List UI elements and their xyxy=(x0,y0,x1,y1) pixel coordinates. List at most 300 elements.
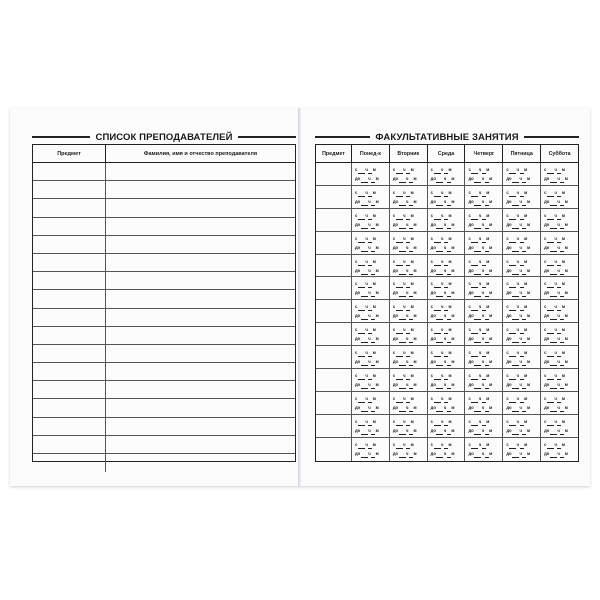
minutes-label: м xyxy=(561,212,566,218)
time-slot xyxy=(541,277,578,300)
minutes-label: м xyxy=(372,189,376,195)
time-line xyxy=(431,266,463,275)
time-slot xyxy=(428,369,465,392)
time-line xyxy=(506,394,538,403)
time-line xyxy=(393,302,425,311)
hours-label: ч xyxy=(403,189,406,195)
minutes-label: м xyxy=(375,404,379,410)
fill-in-line xyxy=(550,406,557,412)
minutes-label: м xyxy=(410,212,414,218)
time-line xyxy=(393,188,425,197)
hours-label: ч xyxy=(481,267,485,273)
minutes-label: м xyxy=(413,382,417,388)
time-slot xyxy=(428,323,465,346)
teachers-title-bar xyxy=(32,130,296,144)
time-slot xyxy=(390,209,427,232)
fill-in-line xyxy=(361,291,368,297)
to-label: до xyxy=(468,221,474,227)
fill-in-line xyxy=(399,429,406,435)
hours-label: ч xyxy=(478,441,482,447)
electives-table-body xyxy=(316,163,578,461)
teacher-name-cell xyxy=(106,399,295,416)
time-slot xyxy=(390,392,427,415)
time-line xyxy=(431,279,463,288)
to-label: до xyxy=(355,244,361,250)
time-slot xyxy=(428,163,465,186)
hours-label: ч xyxy=(516,212,520,218)
to-label: до xyxy=(468,359,474,365)
fill-in-line xyxy=(447,406,451,412)
to-label: до xyxy=(468,382,474,388)
minutes-label: м xyxy=(410,235,414,241)
time-line xyxy=(468,449,500,458)
fill-in-line xyxy=(436,269,443,275)
minutes-label: м xyxy=(524,189,528,195)
fill-in-line xyxy=(436,406,443,412)
time-line xyxy=(544,288,576,297)
fill-in-line xyxy=(550,337,557,343)
hours-label: ч xyxy=(481,313,485,319)
time-slot xyxy=(465,232,502,255)
fill-in-line xyxy=(399,200,406,206)
to-label: до xyxy=(430,404,436,410)
table-row xyxy=(33,363,295,381)
table-row xyxy=(33,163,295,181)
time-line xyxy=(431,197,463,206)
time-line xyxy=(544,371,576,380)
fill-in-line xyxy=(447,337,451,343)
fill-in-line xyxy=(436,223,443,229)
time-slot xyxy=(541,300,578,323)
time-line xyxy=(431,371,463,380)
hours-label: ч xyxy=(441,304,444,310)
subject-cell xyxy=(33,454,106,472)
to-label: до xyxy=(544,336,550,342)
hours-label: ч xyxy=(478,418,482,424)
hours-label: ч xyxy=(441,235,444,241)
minutes-label: м xyxy=(526,267,531,273)
hours-label: ч xyxy=(406,313,409,319)
minutes-label: м xyxy=(486,373,490,379)
fill-in-line xyxy=(409,291,413,297)
time-slot xyxy=(503,209,540,232)
minutes-label: м xyxy=(451,382,455,388)
teachers-table-header xyxy=(33,145,295,163)
from-label: с xyxy=(506,189,509,195)
to-label: до xyxy=(355,198,361,204)
subject-cell xyxy=(316,209,351,232)
hours-label: ч xyxy=(365,212,368,218)
hours-label: ч xyxy=(368,336,371,342)
to-label: до xyxy=(430,198,436,204)
from-label: с xyxy=(430,350,433,356)
table-row xyxy=(33,418,295,436)
hours-label: ч xyxy=(441,395,444,401)
time-line xyxy=(393,220,425,229)
fill-in-line xyxy=(485,291,489,297)
hours-label: ч xyxy=(519,336,522,342)
minutes-label: м xyxy=(448,235,452,241)
hours-label: ч xyxy=(557,450,560,456)
fill-in-line xyxy=(361,406,368,412)
from-label: с xyxy=(506,281,509,287)
minutes-label: м xyxy=(375,359,379,365)
electives-title: ФАКУЛЬТАТИВНЫЕ ЗАНЯТИЯ xyxy=(375,131,519,143)
minutes-label: м xyxy=(448,167,452,172)
fill-in-line xyxy=(371,177,375,183)
to-label: до xyxy=(506,404,512,410)
fill-in-line xyxy=(447,452,451,458)
hours-label: ч xyxy=(406,244,409,250)
time-slot xyxy=(428,232,465,255)
minutes-label: м xyxy=(526,198,531,204)
time-line xyxy=(544,440,576,449)
minutes-label: м xyxy=(561,235,566,241)
minutes-label: м xyxy=(410,327,414,333)
fill-in-line xyxy=(399,177,406,183)
fill-in-line xyxy=(371,291,375,297)
hours-label: ч xyxy=(443,336,447,342)
time-line xyxy=(544,311,576,320)
minutes-label: м xyxy=(410,258,414,264)
time-slot xyxy=(503,346,540,369)
minutes-label: м xyxy=(375,313,379,319)
fill-in-line xyxy=(409,269,413,275)
minutes-label: м xyxy=(486,235,490,241)
hours-label: ч xyxy=(441,441,444,447)
time-slot xyxy=(352,277,389,300)
fill-in-line xyxy=(361,429,368,435)
minutes-label: м xyxy=(489,450,493,456)
time-line xyxy=(431,211,463,220)
time-slot xyxy=(352,346,389,369)
from-label: с xyxy=(355,167,358,172)
day-column xyxy=(428,163,466,461)
time-line xyxy=(468,394,500,403)
time-slot xyxy=(465,163,502,186)
hours-label: ч xyxy=(403,212,406,218)
minutes-label: м xyxy=(489,267,493,273)
minutes-label: м xyxy=(451,404,455,410)
fill-in-line xyxy=(361,177,368,183)
hours-label: ч xyxy=(519,382,522,388)
time-line xyxy=(355,288,387,297)
subject-cell xyxy=(33,309,106,326)
hours-label: ч xyxy=(443,176,447,181)
hours-label: ч xyxy=(516,304,520,310)
hours-label: ч xyxy=(443,290,447,296)
from-label: с xyxy=(544,167,547,172)
fill-in-line xyxy=(550,429,557,435)
minutes-label: м xyxy=(489,427,493,433)
time-line xyxy=(431,357,463,366)
time-line xyxy=(355,449,387,458)
time-line xyxy=(393,311,425,320)
from-label: с xyxy=(355,350,358,356)
hours-label: ч xyxy=(481,176,485,181)
time-line xyxy=(393,449,425,458)
hours-label: ч xyxy=(403,373,406,379)
to-label: до xyxy=(392,198,399,204)
hours-label: ч xyxy=(443,198,447,204)
fill-in-line xyxy=(550,269,557,275)
hours-label: ч xyxy=(481,382,485,388)
to-label: до xyxy=(506,382,512,388)
hours-label: ч xyxy=(478,212,482,218)
to-label: до xyxy=(430,313,436,319)
from-label: с xyxy=(544,395,547,401)
fill-in-line xyxy=(560,177,564,183)
minutes-label: м xyxy=(448,327,452,333)
hours-label: ч xyxy=(519,290,522,296)
fill-in-line xyxy=(447,177,451,183)
from-label: с xyxy=(544,212,547,218)
fill-in-line xyxy=(361,452,368,458)
subject-cell xyxy=(316,323,351,346)
hours-label: ч xyxy=(481,198,485,204)
fill-in-line xyxy=(485,269,489,275)
hours-label: ч xyxy=(557,267,560,273)
time-slot xyxy=(465,323,502,346)
fill-in-line xyxy=(399,452,406,458)
fill-in-line xyxy=(485,246,489,252)
fill-in-line xyxy=(512,291,519,297)
time-line xyxy=(431,449,463,458)
fill-in-line xyxy=(560,291,564,297)
time-line xyxy=(544,394,576,403)
hours-label: ч xyxy=(406,450,409,456)
fill-in-line xyxy=(409,406,413,412)
time-line xyxy=(355,266,387,275)
hours-label: ч xyxy=(478,189,482,195)
time-line xyxy=(393,371,425,380)
hours-label: ч xyxy=(554,304,557,310)
to-label: до xyxy=(506,313,512,319)
from-label: с xyxy=(430,395,433,401)
hours-label: ч xyxy=(478,167,482,172)
hours-label: ч xyxy=(481,221,485,227)
left-page xyxy=(10,108,299,486)
fill-in-line xyxy=(371,223,375,229)
minutes-label: м xyxy=(375,336,379,342)
title-rule-left xyxy=(32,136,90,138)
fill-in-line xyxy=(409,360,413,366)
time-line xyxy=(355,302,387,311)
minutes-label: м xyxy=(526,382,531,388)
time-slot xyxy=(428,438,465,461)
to-label: до xyxy=(544,176,550,181)
minutes-label: м xyxy=(561,167,566,172)
time-line xyxy=(468,357,500,366)
time-line xyxy=(468,334,500,343)
hours-label: ч xyxy=(368,450,371,456)
fill-in-line xyxy=(485,200,489,206)
fill-in-line xyxy=(409,337,413,343)
time-line xyxy=(468,380,500,389)
subject-cell xyxy=(316,277,351,300)
from-label: с xyxy=(468,350,471,356)
table-row xyxy=(33,309,295,327)
to-label: до xyxy=(544,267,550,273)
hours-label: ч xyxy=(365,235,368,241)
fill-in-line xyxy=(522,177,526,183)
fill-in-line xyxy=(474,223,481,229)
to-label: до xyxy=(430,244,436,250)
hours-label: ч xyxy=(516,350,520,356)
subject-cell xyxy=(316,438,351,461)
time-slot xyxy=(352,369,389,392)
fill-in-line xyxy=(512,360,519,366)
minutes-label: м xyxy=(410,350,414,356)
time-line xyxy=(393,380,425,389)
teacher-name-cell xyxy=(106,272,295,289)
time-line xyxy=(393,279,425,288)
teacher-name-cell xyxy=(106,236,295,253)
minutes-label: м xyxy=(489,176,493,181)
teacher-name-cell xyxy=(106,381,295,398)
fill-in-line xyxy=(371,406,375,412)
time-slot xyxy=(390,415,427,438)
hours-label: ч xyxy=(557,427,560,433)
minutes-label: м xyxy=(526,427,531,433)
fill-in-line xyxy=(399,360,406,366)
teacher-name-cell xyxy=(106,290,295,307)
minutes-label: м xyxy=(524,350,528,356)
to-label: до xyxy=(506,336,512,342)
hours-label: ч xyxy=(478,350,482,356)
fill-in-line xyxy=(361,383,368,389)
fill-in-line xyxy=(409,223,413,229)
fill-in-line xyxy=(361,360,368,366)
minutes-label: м xyxy=(413,313,417,319)
hours-label: ч xyxy=(557,176,560,181)
fill-in-line xyxy=(485,429,489,435)
to-label: до xyxy=(355,404,361,410)
subject-cell xyxy=(33,399,106,416)
to-label: до xyxy=(506,244,512,250)
minutes-label: м xyxy=(413,404,417,410)
time-line xyxy=(506,257,538,266)
subject-cell xyxy=(33,290,106,307)
time-slot xyxy=(390,438,427,461)
table-row xyxy=(33,327,295,345)
fill-in-line xyxy=(361,269,368,275)
hours-label: ч xyxy=(519,427,522,433)
time-line xyxy=(506,165,538,174)
time-slot xyxy=(541,369,578,392)
time-line xyxy=(355,197,387,206)
time-line xyxy=(544,257,576,266)
fill-in-line xyxy=(447,200,451,206)
from-label: с xyxy=(544,235,547,241)
minutes-label: м xyxy=(372,235,376,241)
fill-in-line xyxy=(560,406,564,412)
from-label: с xyxy=(392,350,396,356)
teachers-table-body xyxy=(33,163,295,472)
header-day: Среда xyxy=(428,145,466,162)
time-slot xyxy=(428,346,465,369)
time-slot xyxy=(390,277,427,300)
fill-in-line xyxy=(371,383,375,389)
fill-in-line xyxy=(371,246,375,252)
time-slot xyxy=(503,369,540,392)
time-line xyxy=(468,311,500,320)
fill-in-line xyxy=(550,314,557,320)
from-label: с xyxy=(468,212,471,218)
subject-column xyxy=(316,163,352,461)
hours-label: ч xyxy=(481,290,485,296)
from-label: с xyxy=(430,212,433,218)
to-label: до xyxy=(506,198,512,204)
time-line xyxy=(431,220,463,229)
from-label: с xyxy=(544,258,547,264)
minutes-label: м xyxy=(564,382,568,388)
to-label: до xyxy=(468,427,474,433)
time-line xyxy=(355,174,387,183)
fill-in-line xyxy=(522,360,526,366)
minutes-label: м xyxy=(410,167,414,172)
fill-in-line xyxy=(447,269,451,275)
minutes-label: м xyxy=(486,212,490,218)
to-label: до xyxy=(430,267,436,273)
time-line xyxy=(506,174,538,183)
minutes-label: м xyxy=(410,281,414,287)
fill-in-line xyxy=(361,246,368,252)
minutes-label: м xyxy=(372,418,376,424)
from-label: с xyxy=(430,304,433,310)
time-line xyxy=(506,449,538,458)
fill-in-line xyxy=(550,452,557,458)
time-line xyxy=(468,174,500,183)
to-label: до xyxy=(430,359,436,365)
to-label: до xyxy=(468,244,474,250)
hours-label: ч xyxy=(519,404,522,410)
day-column xyxy=(465,163,503,461)
fill-in-line xyxy=(485,177,489,183)
hours-label: ч xyxy=(443,313,447,319)
time-slot xyxy=(541,163,578,186)
teacher-name-cell xyxy=(106,199,295,216)
hours-label: ч xyxy=(557,221,560,227)
fill-in-line xyxy=(512,223,519,229)
time-line xyxy=(506,348,538,357)
table-row xyxy=(33,436,295,454)
hours-label: ч xyxy=(368,176,371,181)
time-slot xyxy=(503,415,540,438)
from-label: с xyxy=(392,304,396,310)
from-label: с xyxy=(392,258,396,264)
hours-label: ч xyxy=(443,221,447,227)
hours-label: ч xyxy=(519,221,522,227)
hours-label: ч xyxy=(443,244,447,250)
minutes-label: м xyxy=(372,281,376,287)
minutes-label: м xyxy=(526,359,531,365)
minutes-label: м xyxy=(448,395,452,401)
time-slot xyxy=(503,186,540,209)
to-label: до xyxy=(544,359,550,365)
fill-in-line xyxy=(371,452,375,458)
time-line xyxy=(355,348,387,357)
hours-label: ч xyxy=(557,382,560,388)
to-label: до xyxy=(355,267,361,273)
time-line xyxy=(506,211,538,220)
hours-label: ч xyxy=(368,404,371,410)
time-line xyxy=(468,188,500,197)
fill-in-line xyxy=(399,314,406,320)
table-row xyxy=(33,218,295,236)
fill-in-line xyxy=(447,246,451,252)
minutes-label: м xyxy=(451,450,455,456)
